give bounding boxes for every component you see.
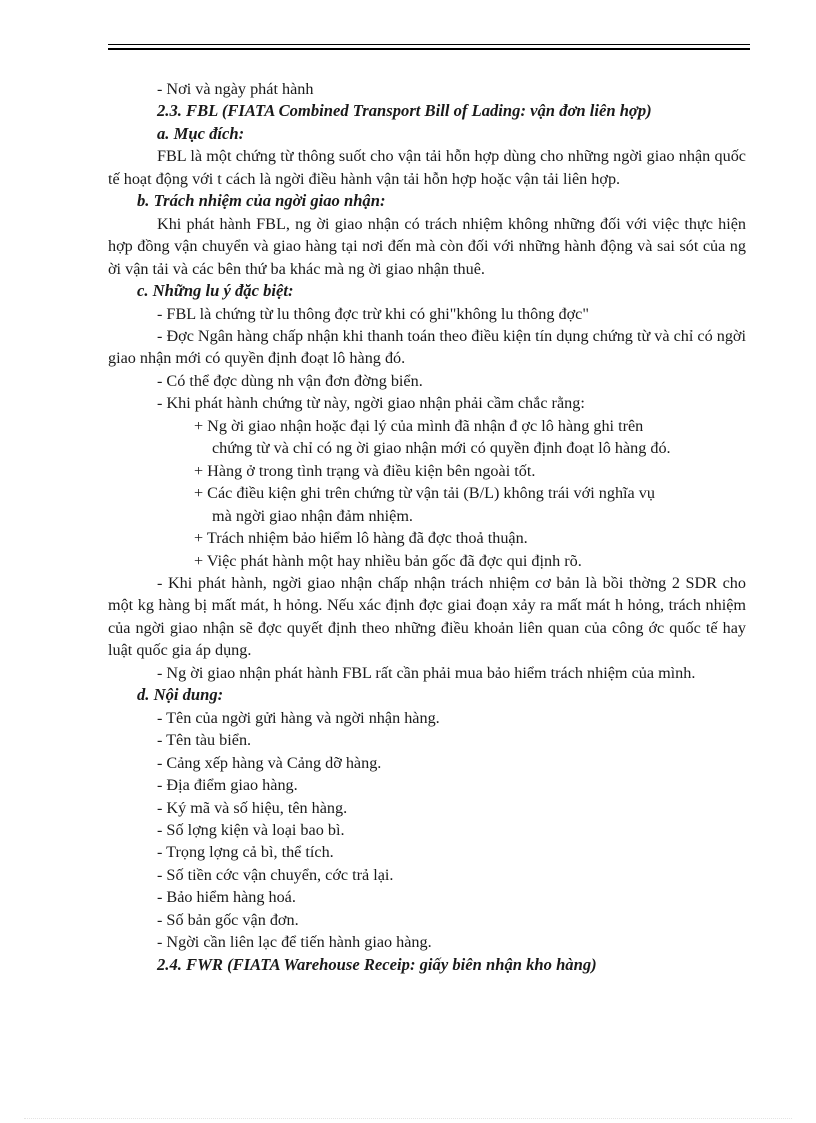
subheading-d: d. Nội dung: (137, 685, 224, 705)
list-item: - Ký mã và số hiệu, tên hàng. (157, 798, 348, 817)
bullet-item: + Trách nhiệm bảo hiểm lô hàng đã đợc thoả thuận. (194, 529, 528, 548)
paragraph-responsibility: Khi phát hành FBL, ng ời giao nhận có trách nhiệm không những đối với việc thực hiện hợp đồng vận chuyển và giao hàng tại nơi đến mà còn đối với những hành động và sai sót của ng ời vận tải và các bên thứ ba khác mà ng ời giao nhận thuê. (108, 214, 746, 278)
header-rule-thin (108, 44, 750, 45)
list-item: - Nơi và ngày phát hành (157, 80, 314, 98)
bullet-item: + Hàng ở trong tình trạng và điều kiện bên ngoài tốt. (194, 461, 536, 480)
list-item: - FBL là chứng từ lu thông đợc trừ khi có ghi"không lu thông đợc" (157, 304, 589, 323)
list-item: - Số lợng kiện và loại bao bì. (157, 820, 345, 839)
paragraph-insurance: - Ng ời giao nhận phát hành FBL rất cần phải mua bảo hiểm trách nhiệm của mình. (157, 663, 696, 682)
paragraph-liability: - Khi phát hành, ngời giao nhận chấp nhận trách nhiệm cơ bản là bồi thờng 2 SDR cho một kg hàng bị mất mát, h hỏng. Nếu xác định đợc giai đoạn xảy ra mất mát h hỏng, trách nhiệm của ngời giao nhận sẽ đợc quyết định theo những điều khoản liên quan của công ớc quốc tế hay luật quốc gia áp dụng. (108, 573, 746, 660)
section-heading-2-4: 2.4. FWR (FIATA Warehouse Receip: giấy biên nhận kho hàng) (157, 954, 597, 974)
bullet-item: + Các điều kiện ghi trên chứng từ vận tải (B/L) không trái với nghĩa vụ mà ngời giao nhận đảm nhiệm. (194, 484, 655, 525)
subheading-b: b. Trách nhiệm của ngời giao nhận: (137, 191, 386, 211)
list-item: - Khi phát hành chứng từ này, ngời giao nhận phải cầm chắc rằng: (157, 394, 585, 413)
bullet-item: + Ng ời giao nhận hoặc đại lý của mình đã nhận đ ợc lô hàng ghi trên chứng từ và chỉ có ng ời giao nhận mới có quyền định đoạt lô hàng đó. (194, 416, 671, 458)
list-item: - Tên của ngời gửi hàng và ngời nhận hàng. (157, 708, 440, 727)
subheading-c: c. Những lu ý đặc biệt: (137, 281, 294, 301)
list-item: - Ngời cần liên lạc để tiến hành giao hàng. (157, 933, 432, 952)
paragraph-purpose: FBL là một chứng từ thông suốt cho vận tải hỗn hợp dùng cho những ngời giao nhận quốc tế hoạt động với t cách là ngời điều hành vận tải hỗn hợp hoặc vận tải liên hợp. (108, 147, 746, 188)
list-item: - Số bản gốc vận đơn. (157, 910, 299, 929)
list-item: - Cảng xếp hàng và Cảng dỡ hàng. (157, 753, 382, 772)
subheading-a: a. Mục đích: (157, 123, 245, 143)
document-body (108, 78, 746, 976)
list-item: - Trọng lợng cả bì, thể tích. (157, 843, 334, 862)
bullet-item: + Việc phát hành một hay nhiều bản gốc đã đợc qui định rõ. (194, 551, 582, 570)
list-item: - Bảo hiểm hàng hoá. (157, 888, 296, 907)
header-rule-thick (108, 48, 750, 50)
list-item: - Tên tàu biển. (157, 731, 252, 750)
section-heading-2-3: 2.3. FBL (FIATA Combined Transport Bill of Lading: vận đơn liên hợp) (157, 101, 652, 121)
list-item: - Số tiền cớc vận chuyển, cớc trả lại. (157, 865, 394, 884)
list-item: - Có thể đợc dùng nh vận đơn đờng biển. (157, 371, 423, 390)
paragraph-bank-acceptance: - Đợc Ngân hàng chấp nhận khi thanh toán theo điều kiện tín dụng chứng từ và chỉ có ngời giao nhận mới có quyền định đoạt lô hàng đó. (108, 326, 746, 368)
footer-dotted-rule (24, 1118, 792, 1119)
list-item: - Địa điểm giao hàng. (157, 776, 298, 795)
